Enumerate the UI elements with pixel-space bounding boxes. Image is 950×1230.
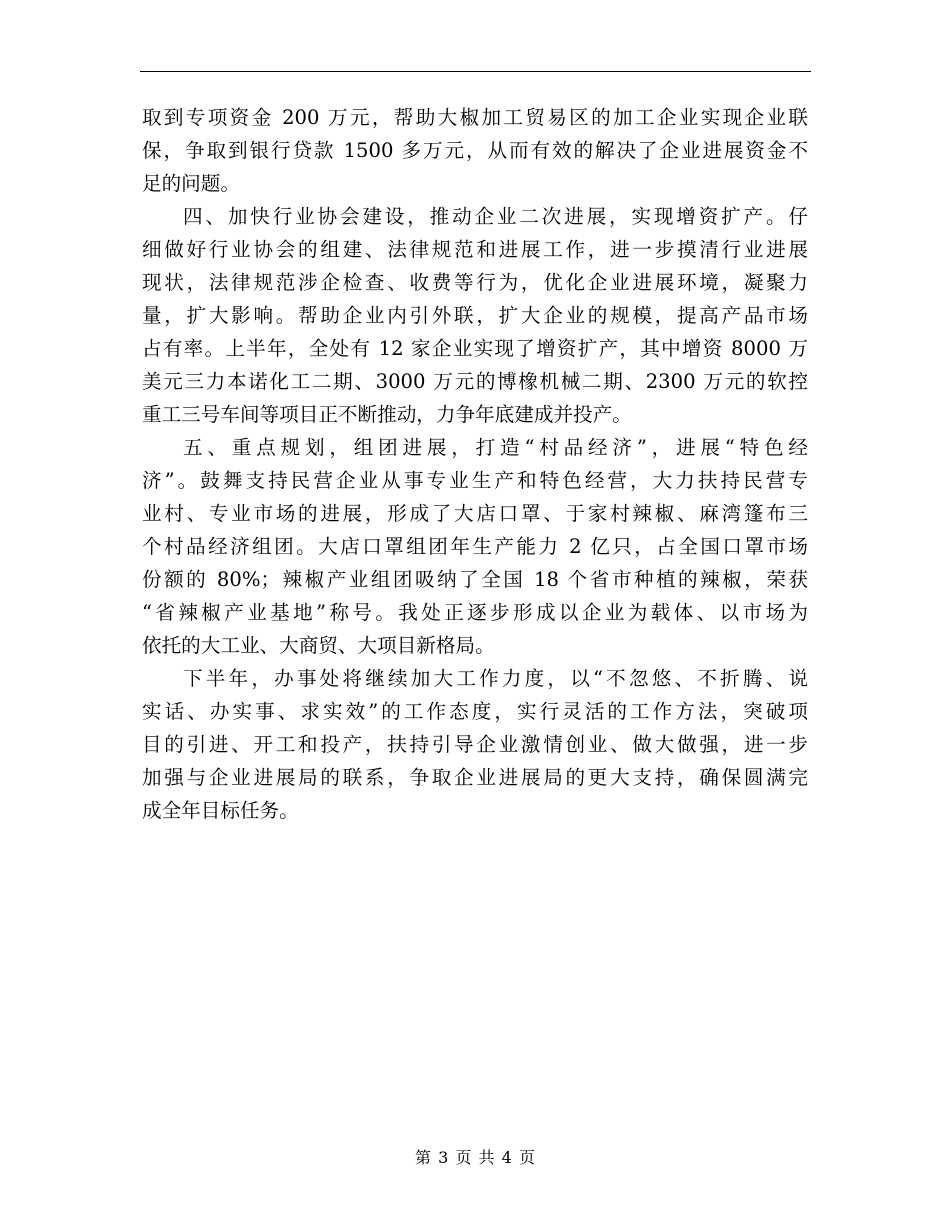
page-label-mid: 页 [455,1148,472,1167]
paragraph [142,200,808,431]
text-line: 成全年目标任务。 [142,799,299,822]
document-body [142,101,808,827]
current-page-number: 3 [438,1148,449,1167]
text-line: 下半年，办事处将继续加大工作力度，以“不忽悠、不折腾、说 [183,667,808,690]
text-line: 目的引进、开工和投产，扶持引导企业激情创业、做大做强，进一步 [142,733,808,756]
text-line: 保，争取到银行贷款 1500 多万元，从而有效的解决了企业进展资金不 [142,139,808,162]
text-line: “省辣椒产业基地”称号。我处正逐步形成以企业为载体、以市场为 [142,601,808,624]
text-line: 份额的 80%；辣椒产业组团吸纳了全国 18 个省市种植的辣椒，荣获 [142,568,808,591]
page-footer [0,1148,950,1168]
text-line: 加强与企业进展局的联系，争取企业进展局的更大支持，确保圆满完 [142,766,808,789]
text-line: 足的问题。 [142,172,240,195]
text-line: 济”。鼓舞支持民营企业从事专业生产和特色经营，大力扶持民营专 [142,469,808,492]
page-label-prefix: 第 [415,1148,432,1167]
paragraph [142,101,808,200]
text-line: 实话、办实事、求实效”的工作态度，实行灵活的工作方法，突破项 [142,700,808,723]
text-line: 四、加快行业协会建设，推动企业二次进展，实现增资扩产。仔 [183,205,808,228]
text-line: 美元三力本诺化工二期、3000 万元的博橡机械二期、2300 万元的软控 [142,370,808,393]
total-label: 共 [478,1148,495,1167]
text-line: 业村、专业市场的进展，形成了大店口罩、于家村辣椒、麻湾篷布三 [142,502,808,525]
text-line: 依托的大工业、大商贸、大项目新格局。 [142,634,495,657]
text-line: 现状，法律规范涉企检查、收费等行为，优化企业进展环境，凝聚力 [142,271,808,294]
total-pages-number: 4 [501,1148,512,1167]
text-line: 取到专项资金 200 万元，帮助大椒加工贸易区的加工企业实现企业联 [142,106,808,129]
text-line: 重工三号车间等项目正不断推动，力争年底建成并投产。 [142,403,632,426]
text-line: 占有率。上半年，全处有 12 家企业实现了增资扩产，其中增资 8000 万 [142,337,808,360]
text-line: 五、重点规划，组团进展，打造“村品经济”，进展“特色经 [183,436,808,459]
text-line: 量，扩大影响。帮助企业内引外联，扩大企业的规模，提高产品市场 [142,304,808,327]
text-line: 个村品经济组团。大店口罩组团年生产能力 2 亿只，占全国口罩市场 [142,535,808,558]
text-line: 细做好行业协会的组建、法律规范和进展工作，进一步摸清行业进展 [142,238,808,261]
paragraph [142,431,808,662]
header-rule [140,71,811,72]
paragraph [142,662,808,827]
page-label-suffix: 页 [518,1148,535,1167]
